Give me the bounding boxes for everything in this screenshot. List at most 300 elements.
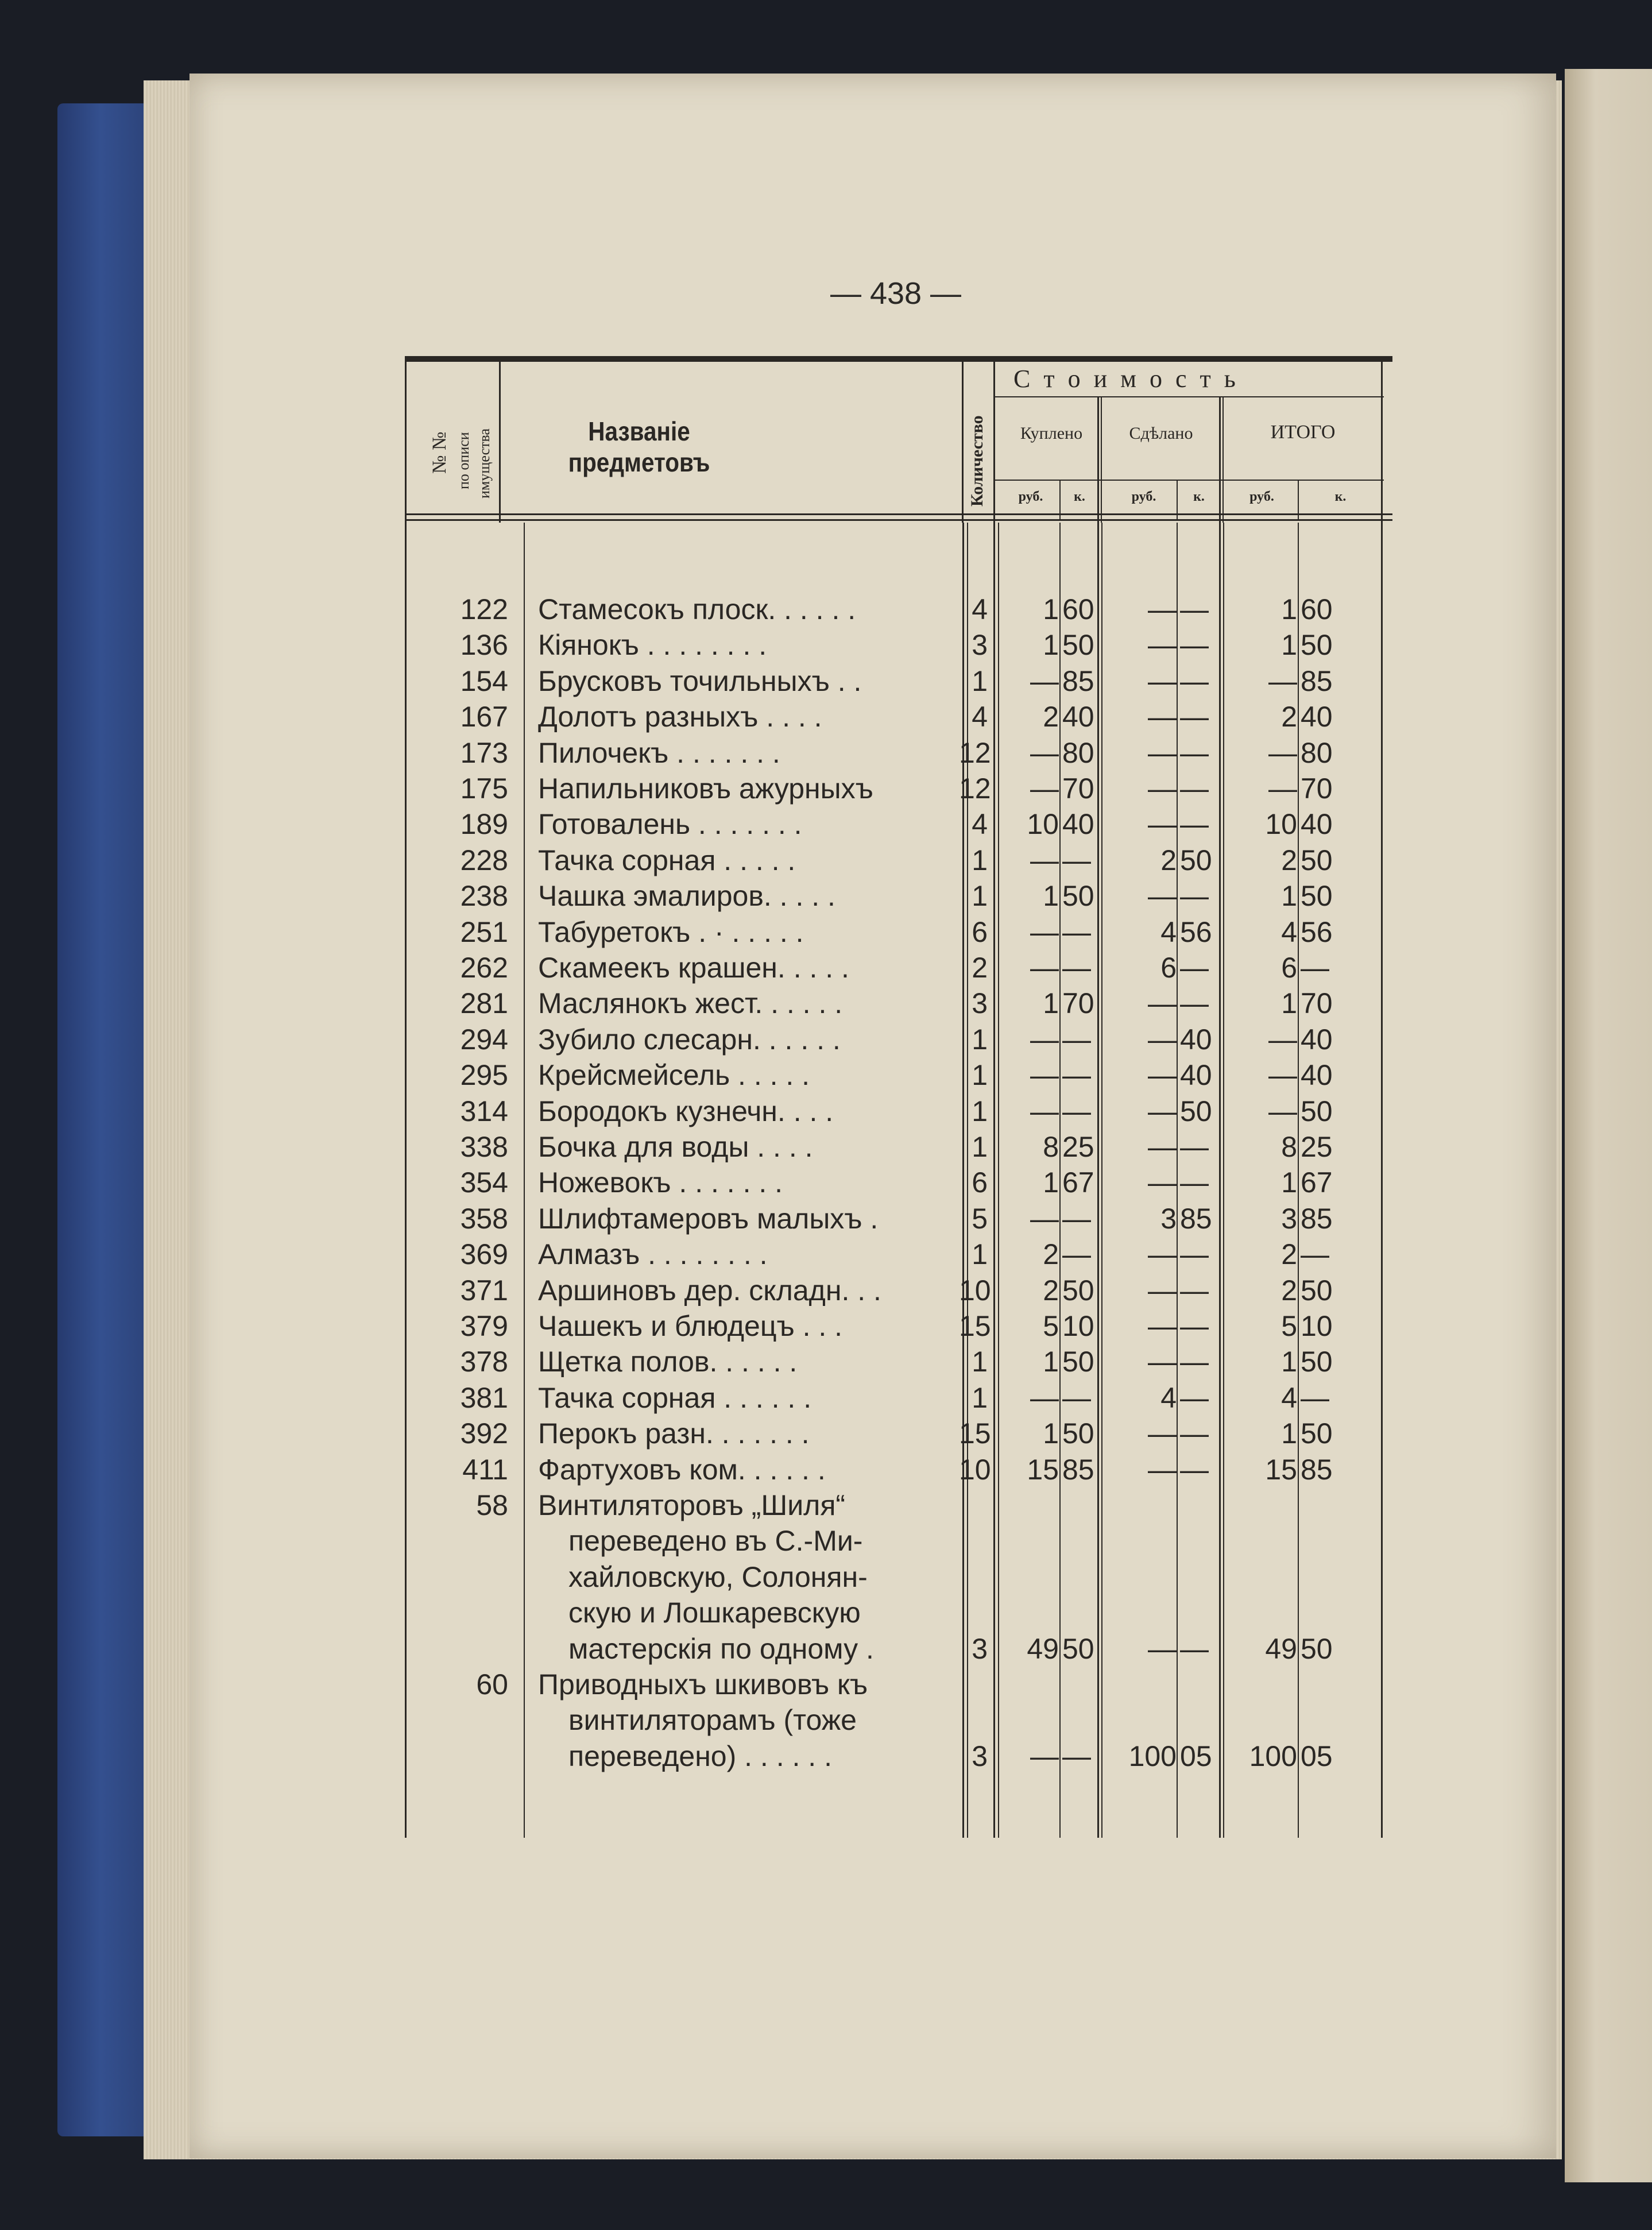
made-rubles: — bbox=[1148, 1274, 1177, 1307]
bought-rubles: 5 bbox=[1043, 1310, 1059, 1342]
quantity: 15 bbox=[959, 1310, 991, 1342]
made-kopecks: — bbox=[1180, 593, 1209, 625]
bought-rubles: 8 bbox=[1043, 1131, 1059, 1163]
bought-kopecks: 80 bbox=[1062, 736, 1094, 769]
total-kopecks: 40 bbox=[1301, 1059, 1333, 1092]
quantity: 3 bbox=[972, 1740, 988, 1772]
made-kopecks: 40 bbox=[1180, 1059, 1212, 1092]
table-row bbox=[405, 1236, 1392, 1272]
made-rubles: 4 bbox=[1160, 1381, 1177, 1414]
page-number: — 438 — bbox=[830, 276, 962, 311]
quantity: 10 bbox=[959, 1274, 991, 1307]
item-number: 369 bbox=[460, 1238, 508, 1271]
bought-kopecks: 60 bbox=[1062, 593, 1094, 625]
table-row bbox=[405, 1165, 1392, 1200]
item-name-line: винтиляторамъ (тоже bbox=[568, 1704, 857, 1737]
total-rubles: — bbox=[1268, 664, 1297, 697]
quantity: 1 bbox=[972, 1238, 988, 1271]
made-rubles: 4 bbox=[1160, 915, 1177, 948]
made-kopecks: — bbox=[1180, 1274, 1209, 1307]
made-kopecks: — bbox=[1180, 1632, 1209, 1665]
facing-page-edge bbox=[1565, 69, 1652, 2182]
total-rubles: 5 bbox=[1281, 1310, 1297, 1342]
total-rubles: 2 bbox=[1281, 1274, 1297, 1307]
made-kopecks: 85 bbox=[1180, 1202, 1212, 1235]
bought-kopecks: 10 bbox=[1062, 1310, 1094, 1342]
bought-kopecks: — bbox=[1062, 1023, 1091, 1056]
table-row bbox=[405, 1308, 1392, 1344]
made-kopecks: — bbox=[1180, 1166, 1209, 1199]
made-rubles: — bbox=[1148, 1632, 1177, 1665]
total-kopecks: 50 bbox=[1301, 844, 1333, 876]
item-name: Табуретокъ . · . . . . . bbox=[538, 915, 804, 948]
total-header: ИТОГО bbox=[1270, 422, 1336, 443]
bought-kopecks: 67 bbox=[1062, 1166, 1094, 1199]
total-kopecks: 50 bbox=[1301, 1417, 1333, 1450]
made-kopecks: — bbox=[1180, 1381, 1209, 1414]
total-kopecks: 10 bbox=[1301, 1310, 1333, 1342]
table-row bbox=[405, 1667, 1392, 1702]
total-kopecks: 50 bbox=[1301, 880, 1333, 913]
table-row bbox=[405, 842, 1392, 878]
total-rubles: 2 bbox=[1281, 701, 1297, 733]
bought-kopecks: 50 bbox=[1062, 880, 1094, 913]
total-rubles: 3 bbox=[1281, 1202, 1297, 1235]
table-row bbox=[405, 1380, 1392, 1416]
bought-kopecks: — bbox=[1062, 844, 1091, 876]
bought-kopecks: — bbox=[1062, 1202, 1091, 1235]
table-row bbox=[405, 1344, 1392, 1379]
quantity: 1 bbox=[972, 1059, 988, 1092]
quantity: 4 bbox=[972, 701, 988, 733]
quantity: 3 bbox=[972, 629, 988, 662]
quantity: 4 bbox=[972, 593, 988, 625]
bought-kopecks: — bbox=[1062, 1238, 1091, 1271]
item-number: 354 bbox=[460, 1166, 508, 1199]
made-kopecks: — bbox=[1180, 772, 1209, 805]
table-row bbox=[405, 806, 1392, 842]
table-row bbox=[405, 592, 1392, 627]
item-number: 338 bbox=[460, 1131, 508, 1163]
quantity: 5 bbox=[972, 1202, 988, 1235]
item-name: Долотъ разныхъ . . . . bbox=[538, 701, 822, 733]
bought-rubles: — bbox=[1030, 1740, 1059, 1772]
total-kopecks: 67 bbox=[1301, 1166, 1333, 1199]
total-rubles: 15 bbox=[1265, 1453, 1297, 1486]
bought-rub-header: руб. bbox=[1018, 489, 1043, 504]
quantity: 1 bbox=[972, 880, 988, 913]
bought-kopecks: — bbox=[1062, 1740, 1091, 1772]
made-kop-header: к. bbox=[1193, 489, 1205, 504]
made-rubles: — bbox=[1148, 880, 1177, 913]
table-row bbox=[405, 1487, 1392, 1523]
total-rubles: — bbox=[1268, 772, 1297, 805]
total-rubles: 1 bbox=[1281, 880, 1297, 913]
table-row-continuation bbox=[405, 1559, 1392, 1595]
made-rubles: — bbox=[1148, 736, 1177, 769]
item-number: 58 bbox=[476, 1489, 508, 1521]
item-number: 175 bbox=[460, 772, 508, 805]
item-name: Чашка эмалиров. . . . . bbox=[538, 880, 835, 913]
item-name: Чашекъ и блюдецъ . . . bbox=[538, 1310, 843, 1342]
name-column-header: Названіе предметовъ bbox=[568, 416, 710, 477]
item-number: 251 bbox=[460, 915, 508, 948]
bought-rubles: — bbox=[1030, 1381, 1059, 1414]
item-name: Кіянокъ . . . . . . . . bbox=[538, 629, 767, 662]
item-number: 189 bbox=[460, 808, 508, 841]
item-name: Щетка полов. . . . . . bbox=[538, 1346, 798, 1378]
made-kopecks: — bbox=[1180, 1238, 1209, 1271]
made-kopecks: — bbox=[1180, 629, 1209, 662]
item-name: Крейсмейсель . . . . . bbox=[538, 1059, 810, 1092]
total-rubles: — bbox=[1268, 736, 1297, 769]
table-row bbox=[405, 1022, 1392, 1057]
made-rubles: — bbox=[1148, 1310, 1177, 1342]
total-rubles: — bbox=[1268, 1095, 1297, 1127]
item-number: 378 bbox=[460, 1346, 508, 1378]
cost-header: С т о и м о с т ь bbox=[1013, 365, 1239, 393]
bought-rubles: — bbox=[1030, 952, 1059, 984]
made-rubles: — bbox=[1148, 1238, 1177, 1271]
table-row bbox=[405, 699, 1392, 735]
total-kopecks: 85 bbox=[1301, 664, 1333, 697]
made-rubles: — bbox=[1148, 1131, 1177, 1163]
bought-kopecks: — bbox=[1062, 1381, 1091, 1414]
bought-header: Куплено bbox=[1020, 424, 1083, 443]
bought-rubles: 2 bbox=[1043, 1238, 1059, 1271]
item-name: Ножевокъ . . . . . . . bbox=[538, 1166, 783, 1199]
total-rubles: — bbox=[1268, 1059, 1297, 1092]
quantity: 12 bbox=[959, 736, 991, 769]
total-kopecks: 60 bbox=[1301, 593, 1333, 625]
item-number: 294 bbox=[460, 1023, 508, 1056]
item-number: 392 bbox=[460, 1417, 508, 1450]
table-row-continuation bbox=[405, 1523, 1392, 1559]
table-row-continuation bbox=[405, 1631, 1392, 1667]
made-rubles: — bbox=[1148, 1023, 1177, 1056]
item-number: 411 bbox=[462, 1453, 508, 1486]
total-rubles: 2 bbox=[1281, 844, 1297, 876]
bought-kopecks: 25 bbox=[1062, 1131, 1094, 1163]
item-name: Тачка сорная . . . . . bbox=[538, 844, 796, 876]
item-name: Напильниковъ ажурныхъ bbox=[538, 772, 873, 805]
quantity: 1 bbox=[972, 1346, 988, 1378]
item-number: 379 bbox=[460, 1310, 508, 1342]
made-rubles: — bbox=[1148, 1417, 1177, 1450]
total-kopecks: 50 bbox=[1301, 1274, 1333, 1307]
table-row bbox=[405, 663, 1392, 699]
table-row bbox=[405, 985, 1392, 1021]
total-rubles: 1 bbox=[1281, 593, 1297, 625]
item-number: 154 bbox=[460, 664, 508, 697]
total-kopecks: 40 bbox=[1301, 1023, 1333, 1056]
bought-kopecks: — bbox=[1062, 1059, 1091, 1092]
bought-rubles: — bbox=[1030, 1095, 1059, 1127]
item-number: 358 bbox=[460, 1202, 508, 1235]
bought-rubles: — bbox=[1030, 915, 1059, 948]
total-kopecks: 25 bbox=[1301, 1131, 1333, 1163]
bought-rubles: 1 bbox=[1043, 1346, 1059, 1378]
item-number: 314 bbox=[460, 1095, 508, 1127]
item-number: 136 bbox=[460, 629, 508, 662]
total-kopecks: 40 bbox=[1301, 701, 1333, 733]
item-name-line: хайловскую, Солонян- bbox=[568, 1560, 868, 1593]
item-number: 371 bbox=[460, 1274, 508, 1307]
item-name: Скамеекъ крашен. . . . . bbox=[538, 952, 849, 984]
total-kopecks: 85 bbox=[1301, 1202, 1333, 1235]
table-row bbox=[405, 914, 1392, 950]
bought-kopecks: 50 bbox=[1062, 1417, 1094, 1450]
number-header: № № bbox=[429, 431, 450, 474]
made-rubles: — bbox=[1148, 808, 1177, 841]
total-rub-header: руб. bbox=[1249, 489, 1274, 504]
made-rubles: — bbox=[1148, 701, 1177, 733]
made-kopecks: — bbox=[1180, 880, 1209, 913]
total-rubles: 4 bbox=[1281, 1381, 1297, 1414]
total-rubles: — bbox=[1268, 1023, 1297, 1056]
table-row bbox=[405, 1201, 1392, 1236]
total-rubles: 1 bbox=[1281, 629, 1297, 662]
made-kopecks: 56 bbox=[1180, 915, 1212, 948]
quantity: 1 bbox=[972, 1381, 988, 1414]
bought-rubles: 1 bbox=[1043, 1166, 1059, 1199]
quantity: 3 bbox=[972, 987, 988, 1020]
made-rubles: — bbox=[1148, 593, 1177, 625]
made-rubles: — bbox=[1148, 1095, 1177, 1127]
table-row bbox=[405, 771, 1392, 806]
made-kopecks: — bbox=[1180, 808, 1209, 841]
item-name: Пилочекъ . . . . . . . bbox=[538, 736, 780, 769]
bought-kopecks: 70 bbox=[1062, 772, 1094, 805]
bought-kopecks: 50 bbox=[1062, 1346, 1094, 1378]
made-kopecks: 50 bbox=[1180, 844, 1212, 876]
quantity: 1 bbox=[972, 1023, 988, 1056]
bought-rubles: — bbox=[1030, 1059, 1059, 1092]
made-rubles: — bbox=[1148, 629, 1177, 662]
bought-rubles: — bbox=[1030, 772, 1059, 805]
item-number: 122 bbox=[460, 593, 508, 625]
total-rubles: 6 bbox=[1281, 952, 1297, 984]
made-rubles: — bbox=[1148, 1346, 1177, 1378]
item-name: Стамесокъ плоск. . . . . . bbox=[538, 593, 856, 625]
bought-rubles: 2 bbox=[1043, 1274, 1059, 1307]
quantity: 1 bbox=[972, 844, 988, 876]
bought-kopecks: 40 bbox=[1062, 808, 1094, 841]
quantity: 12 bbox=[959, 772, 991, 805]
item-number: 60 bbox=[476, 1668, 508, 1700]
table-row-continuation bbox=[405, 1595, 1392, 1630]
total-kopecks: 50 bbox=[1301, 1095, 1333, 1127]
total-rubles: 4 bbox=[1281, 915, 1297, 948]
item-name: Готовалень . . . . . . . bbox=[538, 808, 802, 841]
made-rubles: 100 bbox=[1128, 1740, 1177, 1772]
total-kopecks: 70 bbox=[1301, 772, 1333, 805]
bought-kop-header: к. bbox=[1074, 489, 1085, 504]
quantity: 1 bbox=[972, 1131, 988, 1163]
item-number: 262 bbox=[460, 952, 508, 984]
total-kopecks: 50 bbox=[1301, 1632, 1333, 1665]
quantity: 6 bbox=[972, 915, 988, 948]
bought-kopecks: 50 bbox=[1062, 1632, 1094, 1665]
item-name: Перокъ разн. . . . . . . bbox=[538, 1417, 810, 1450]
made-rubles: 6 bbox=[1160, 952, 1177, 984]
item-name-line: Винтиляторовъ „Шиля“ bbox=[538, 1489, 846, 1521]
item-number: 173 bbox=[460, 736, 508, 769]
made-rubles: — bbox=[1148, 987, 1177, 1020]
made-kopecks: — bbox=[1180, 701, 1209, 733]
total-kopecks: 56 bbox=[1301, 915, 1333, 948]
bought-rubles: 1 bbox=[1043, 880, 1059, 913]
number-subheader-1: по описи bbox=[455, 432, 472, 489]
table-row bbox=[405, 950, 1392, 985]
item-name-line: Приводныхъ шкивовъ къ bbox=[538, 1668, 868, 1700]
made-kopecks: — bbox=[1180, 736, 1209, 769]
total-kopecks: — bbox=[1301, 1381, 1329, 1414]
quantity: 1 bbox=[972, 664, 988, 697]
made-rubles: — bbox=[1148, 772, 1177, 805]
bought-kopecks: 85 bbox=[1062, 664, 1094, 697]
bought-rubles: 1 bbox=[1043, 593, 1059, 625]
item-name-line: мастерскія по одному . bbox=[568, 1632, 874, 1665]
item-number: 281 bbox=[460, 987, 508, 1020]
bought-rubles: — bbox=[1030, 664, 1059, 697]
table-row bbox=[405, 1129, 1392, 1165]
item-name: Брусковъ точильныхъ . . bbox=[538, 664, 862, 697]
quantity-header: Количество bbox=[968, 415, 986, 507]
quantity: 1 bbox=[972, 1095, 988, 1127]
item-name: Тачка сорная . . . . . . bbox=[538, 1381, 812, 1414]
quantity: 3 bbox=[972, 1632, 988, 1665]
total-kopecks: 70 bbox=[1301, 987, 1333, 1020]
bought-rubles: 1 bbox=[1043, 629, 1059, 662]
bought-kopecks: — bbox=[1062, 1095, 1091, 1127]
total-kopecks: 05 bbox=[1301, 1740, 1333, 1772]
item-number: 238 bbox=[460, 880, 508, 913]
total-kopecks: 80 bbox=[1301, 736, 1333, 769]
item-name: Бородокъ кузнечн. . . . bbox=[538, 1095, 834, 1127]
number-subheader-2: имущества bbox=[476, 428, 493, 498]
item-name-line: переведено въ С.-Ми- bbox=[568, 1525, 863, 1557]
table-row bbox=[405, 878, 1392, 914]
bought-kopecks: 40 bbox=[1062, 701, 1094, 733]
total-rubles: 8 bbox=[1281, 1131, 1297, 1163]
item-name: Шлифтамеровъ малыхъ . bbox=[538, 1202, 879, 1235]
bought-kopecks: — bbox=[1062, 915, 1091, 948]
total-kopecks: — bbox=[1301, 1238, 1329, 1271]
bought-rubles: 15 bbox=[1027, 1453, 1059, 1486]
total-rubles: 1 bbox=[1281, 987, 1297, 1020]
made-kopecks: — bbox=[1180, 664, 1209, 697]
table-row bbox=[405, 1416, 1392, 1451]
total-rubles: 2 bbox=[1281, 1238, 1297, 1271]
made-kopecks: — bbox=[1180, 987, 1209, 1020]
item-name: Бочка для воды . . . . bbox=[538, 1131, 813, 1163]
quantity: 6 bbox=[972, 1166, 988, 1199]
bought-rubles: — bbox=[1030, 844, 1059, 876]
made-kopecks: 50 bbox=[1180, 1095, 1212, 1127]
table-header bbox=[405, 356, 1392, 523]
total-kopecks: — bbox=[1301, 952, 1329, 984]
bought-rubles: 10 bbox=[1027, 808, 1059, 841]
made-header: Сдѣлано bbox=[1129, 424, 1193, 443]
bought-rubles: 2 bbox=[1043, 701, 1059, 733]
item-number: 228 bbox=[460, 844, 508, 876]
total-kop-header: к. bbox=[1334, 489, 1347, 504]
total-kopecks: 50 bbox=[1301, 629, 1333, 662]
total-rubles: 1 bbox=[1281, 1346, 1297, 1378]
made-rub-header: руб. bbox=[1131, 489, 1156, 504]
bought-kopecks: 50 bbox=[1062, 1274, 1094, 1307]
table-row bbox=[405, 1273, 1392, 1308]
made-rubles: — bbox=[1148, 664, 1177, 697]
bought-rubles: — bbox=[1030, 736, 1059, 769]
made-rubles: 2 bbox=[1160, 844, 1177, 876]
total-kopecks: 40 bbox=[1301, 808, 1333, 841]
total-rubles: 1 bbox=[1281, 1417, 1297, 1450]
made-rubles: — bbox=[1148, 1059, 1177, 1092]
total-kopecks: 85 bbox=[1301, 1453, 1333, 1486]
made-kopecks: — bbox=[1180, 1417, 1209, 1450]
item-name: Алмазъ . . . . . . . . bbox=[538, 1238, 768, 1271]
total-kopecks: 50 bbox=[1301, 1346, 1333, 1378]
item-number: 381 bbox=[460, 1381, 508, 1414]
item-name: Аршиновъ дер. складн. . . bbox=[538, 1274, 881, 1307]
quantity: 2 bbox=[972, 952, 988, 984]
bought-rubles: 1 bbox=[1043, 987, 1059, 1020]
item-number: 295 bbox=[460, 1059, 508, 1092]
item-name-line: скую и Лошкаревскую bbox=[568, 1597, 861, 1629]
table-row bbox=[405, 627, 1392, 663]
item-name: Маслянокъ жест. . . . . . bbox=[538, 987, 843, 1020]
item-name: Зубило слесарн. . . . . . bbox=[538, 1023, 841, 1056]
made-kopecks: — bbox=[1180, 1453, 1209, 1486]
bought-rubles: — bbox=[1030, 1202, 1059, 1235]
quantity: 15 bbox=[959, 1417, 991, 1450]
bought-rubles: 49 bbox=[1027, 1632, 1059, 1665]
item-name: Фартуховъ ком. . . . . . bbox=[538, 1453, 826, 1486]
made-rubles: 3 bbox=[1160, 1202, 1177, 1235]
made-kopecks: 05 bbox=[1180, 1740, 1212, 1772]
total-rubles: 49 bbox=[1265, 1632, 1297, 1665]
table-row bbox=[405, 1452, 1392, 1487]
bought-kopecks: 70 bbox=[1062, 987, 1094, 1020]
quantity: 10 bbox=[959, 1453, 991, 1486]
made-kopecks: — bbox=[1180, 1131, 1209, 1163]
made-kopecks: 40 bbox=[1180, 1023, 1212, 1056]
made-rubles: — bbox=[1148, 1166, 1177, 1199]
total-rubles: 100 bbox=[1249, 1740, 1297, 1772]
quantity: 4 bbox=[972, 808, 988, 841]
total-rubles: 10 bbox=[1265, 808, 1297, 841]
bought-rubles: 1 bbox=[1043, 1417, 1059, 1450]
table-row bbox=[405, 1057, 1392, 1093]
bought-rubles: — bbox=[1030, 1023, 1059, 1056]
made-rubles: — bbox=[1148, 1453, 1177, 1486]
item-number: 167 bbox=[460, 701, 508, 733]
table-row bbox=[405, 1093, 1392, 1129]
made-kopecks: — bbox=[1180, 1310, 1209, 1342]
bought-kopecks: 50 bbox=[1062, 629, 1094, 662]
table-row-continuation bbox=[405, 1702, 1392, 1738]
total-rubles: 1 bbox=[1281, 1166, 1297, 1199]
table-row-continuation bbox=[405, 1738, 1392, 1774]
bought-kopecks: 85 bbox=[1062, 1453, 1094, 1486]
made-kopecks: — bbox=[1180, 1346, 1209, 1378]
bought-kopecks: — bbox=[1062, 952, 1091, 984]
table-row bbox=[405, 735, 1392, 771]
made-kopecks: — bbox=[1180, 952, 1209, 984]
item-name-line: переведено) . . . . . . bbox=[568, 1740, 832, 1772]
